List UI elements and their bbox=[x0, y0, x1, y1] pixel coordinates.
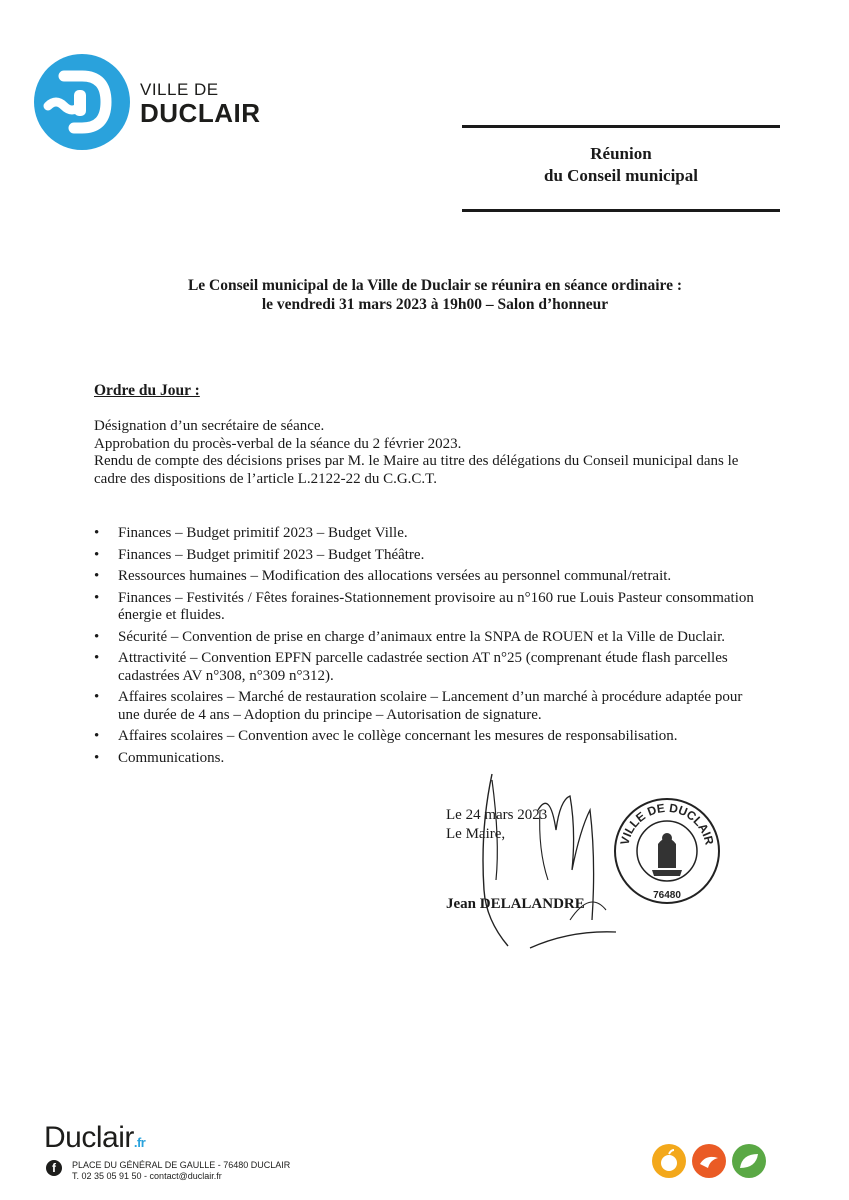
agenda-preliminary bbox=[94, 418, 754, 488]
agenda-heading: Ordre du Jour : bbox=[94, 382, 200, 399]
facebook-icon: f bbox=[46, 1160, 62, 1176]
preliminary-item: Rendu de compte des décisions prises par M. le Maire au titre des délégations du Conseil municipal dans le cadre des dispositions de l’article L.2122-22 du C.G.C.T. bbox=[94, 453, 739, 487]
agenda-item: • Finances – Festivités / Fêtes foraines-Stationnement provisoire au n°160 rue Louis Pasteur consommation énergie et fluides. bbox=[94, 590, 754, 625]
meeting-announcement bbox=[90, 276, 780, 314]
agenda-item: • Affaires scolaires – Marché de restauration scolaire – Lancement d’un marché à procédure adaptée pour une durée de 4 ans – Adoption du principe – Autorisation de signature. bbox=[94, 689, 754, 724]
agenda-item: • Finances – Budget primitif 2023 – Budget Théâtre. bbox=[94, 547, 754, 565]
agenda-item: • Affaires scolaires – Convention avec le collège concernant les mesures de responsabilisation. bbox=[94, 728, 754, 746]
agenda-list bbox=[94, 525, 754, 771]
agenda-item: • Ressources humaines – Modification des allocations versées au personnel communal/retrait. bbox=[94, 568, 754, 586]
seal-bottom-text: 76480 bbox=[653, 890, 681, 901]
agenda-item: • Sécurité – Convention de prise en charge d’animaux entre la SNPA de ROUEN et la Ville de Duclair. bbox=[94, 629, 754, 647]
logo-emblem-icon bbox=[34, 54, 130, 150]
announcement-line-1: Le Conseil municipal de la Ville de Duclair se réunira en séance ordinaire : bbox=[187, 277, 683, 294]
official-seal-icon bbox=[612, 796, 722, 906]
footer-address-line-2: T. 02 35 05 91 50 - contact@duclair.fr bbox=[72, 1170, 222, 1181]
seal-top-text: VILLE DE DUCLAIR bbox=[617, 800, 717, 847]
logo-duclair: DUCLAIR bbox=[140, 98, 261, 128]
title-line-1: Réunion bbox=[590, 144, 652, 163]
title-rule-top bbox=[462, 125, 780, 128]
handwritten-signature-icon bbox=[420, 770, 620, 960]
apple-icon bbox=[652, 1144, 686, 1178]
signatory-name: Jean DELALANDRE bbox=[446, 896, 585, 912]
signature-role: Le Maire, bbox=[446, 826, 506, 842]
logo-ville-de: VILLE DE bbox=[140, 80, 219, 99]
city-logo bbox=[34, 54, 284, 154]
leaf-icon bbox=[732, 1144, 766, 1178]
footer-address bbox=[72, 1160, 290, 1181]
culture-icon bbox=[692, 1144, 726, 1178]
footer-brand-name: Duclair bbox=[44, 1121, 134, 1154]
agenda-item: • Attractivité – Convention EPFN parcelle cadastrée section AT n°25 (comprenant étude flash parcelles cadastrées AV n°308, n°309 n°312). bbox=[94, 650, 754, 685]
footer-address-line-1: PLACE DU GÉNÉRAL DE GAULLE - 76480 DUCLAIR bbox=[72, 1160, 291, 1170]
preliminary-item: Approbation du procès-verbal de la séance du 2 février 2023. bbox=[94, 435, 462, 452]
announcement-line-2: le vendredi 31 mars 2023 à 19h00 – Salon d’honneur bbox=[261, 296, 609, 313]
title-line-2: du Conseil municipal bbox=[544, 166, 698, 185]
agenda-item: • Finances – Budget primitif 2023 – Budget Ville. bbox=[94, 525, 754, 543]
document-title bbox=[462, 143, 780, 187]
agenda-item: • Communications. bbox=[94, 750, 754, 768]
footer-brand-suffix: .fr bbox=[133, 1135, 146, 1150]
title-rule-bottom bbox=[462, 209, 780, 212]
preliminary-item: Désignation d’un secrétaire de séance. bbox=[94, 418, 325, 434]
footer-brand bbox=[44, 1121, 145, 1155]
signature-date: Le 24 mars 2023 bbox=[446, 807, 548, 823]
